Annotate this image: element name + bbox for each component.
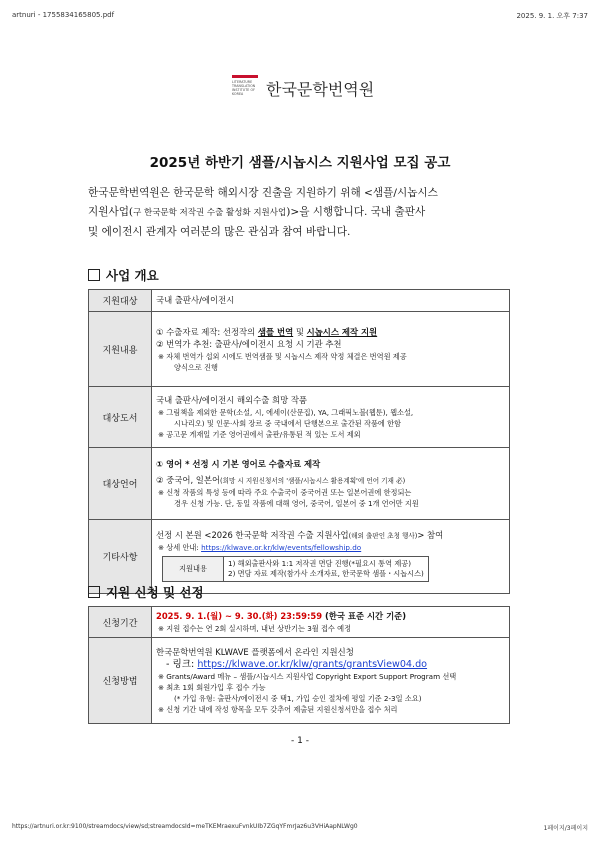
row-key: 신청방법: [89, 638, 152, 724]
table-row: [89, 448, 510, 520]
logo-mark-line: TRANSLATION: [232, 84, 256, 88]
intro-line: 지원사업(구 한국문학 저작권 수출 활성화 지원사업)>을 시행합니다. 국내 출판사: [88, 206, 426, 218]
inner-key: 지원내용: [163, 557, 224, 582]
print-header-left: artnuri - 1755834165805.pdf: [12, 11, 115, 19]
row-value: ① 수출자료 제작: 선정작의 샘플 번역 및 시놉시스 제작 지원 ② 번역가 추천: 출판사/에이전시 요청 시 기관 추천 ※ 자체 번역가 섭외 시에도 번역샘플 및 시놉시스 제작 약정 체결은 번역원 제공 양식으로 진행: [152, 312, 510, 387]
logo-mark-line: INSTITUTE OF: [232, 88, 256, 92]
intro-paragraph: [88, 184, 512, 242]
print-footer-pages: 1페이지/3페이지: [543, 825, 588, 832]
intro-small: 구 한국문학 저작권 수출 활성화 지원사업: [133, 208, 287, 218]
section-heading-application: 지원 신청 및 선정: [88, 583, 204, 601]
row-value: ① 영어 * 선정 시 기본 영어로 수출자료 제작 ② 중국어, 일본어(희망 시 지원신청서의 '샘플/시놉시스 활용계획'에 언어 기재 必) ※ 신청 작품의 특성 등에 따라 주요 수출국이 중국어권 또는 일본어권에 한정되는 경우 신청 가능. 단, 동일 작품에 대해 영어, 중국어, 일본어 중 1개 언어만 지원: [152, 448, 510, 520]
row-key: 기타사항: [89, 520, 152, 594]
institute-logo: [230, 74, 400, 104]
inner-value: 1) 해외출판사와 1:1 저작권 면담 진행(*필요시 통역 제공) 2) 면담 자료 제작(참가사 소개자료, 한국문학 샘플・시놉시스): [224, 557, 429, 582]
overview-table: [88, 289, 510, 594]
page-number: - 1 -: [291, 736, 309, 746]
section-heading-overview: 사업 개요: [88, 266, 159, 284]
document-title: 2025년 하반기 샘플/시놉시스 지원사업 모집 공고: [149, 155, 451, 171]
row-key: 지원내용: [89, 312, 152, 387]
logo-mark-line: LITERATURE: [232, 80, 253, 84]
application-period: 2025. 9. 1.(월) ~ 9. 30.(화) 23:59:59: [156, 611, 323, 622]
intro-line: 및 에이전시 관계자 여러분의 많은 관심과 참여 바랍니다.: [88, 226, 351, 238]
row-key: 대상언어: [89, 448, 152, 520]
row-value: 한국문학번역원 KLWAVE 플랫폼에서 온라인 지원신청 - 링크: https://klwave.or.kr/klw/grants/grantsView04.do ※ Grants/Award 메뉴 – 샘플/시놉시스 지원사업 Copyright Export Support Program 선택 ※ 최초 1회 회원가입 후 접수 가능 (* 가입 유형: 출판사/에이전시 중 택1, 가입 승인 절차에 평일 기준 2-3일 소요) ※ 신청 기간 내에 작성 항목을 모두 갖추어 제출된 지원신청서만을 접수 처리: [152, 638, 510, 724]
row-key: 신청기간: [89, 607, 152, 638]
row-value: 2025. 9. 1.(월) ~ 9. 30.(화) 23:59:59 (한국 표준 시간 기준) ※ 지원 접수는 연 2회 실시하며, 내년 상반기는 3월 접수 예정: [152, 607, 510, 638]
support-detail-table: [162, 556, 429, 582]
print-header-right: 2025. 9. 1. 오후 7:37: [516, 12, 588, 20]
grants-link[interactable]: https://klwave.or.kr/klw/grants/grantsView04.do: [197, 658, 428, 670]
table-row: [89, 387, 510, 448]
row-value: 국내 출판사/에이전시: [152, 290, 510, 312]
table-row: [89, 290, 510, 312]
logo-mark-line: KOREA: [232, 92, 244, 96]
logo-name: 한국문학번역원: [266, 80, 375, 99]
logo-mark-icon: [230, 74, 260, 104]
table-row: [89, 607, 510, 638]
application-table: [88, 606, 510, 724]
print-footer-url: https://artnuri.or.kr:9100/streamdocs/view/sd;streamdocsId=meTKEMraexuFvnkUIb7ZGqYFmrJaz6u3VHiAapNLWg0: [12, 823, 358, 830]
row-value: 선정 시 본원 <2026 한국문학 저작권 수출 지원사업(해외 출판인 초청 행사)> 참여 ※ 상세 안내: https://klwave.or.kr/klw/events/fellowship.do 지원내용 1) 해외출판사와 1:1 저작권 면담 진행(*필요시 통역 제공) 2) 면담 자료 제작(참가사 소개자료, 한국문학 샘플・시놉시스): [152, 520, 510, 594]
table-row: [89, 638, 510, 724]
fellowship-link[interactable]: https://klwave.or.kr/klw/events/fellowship.do: [201, 543, 362, 553]
row-value: 국내 출판사/에이전시 해외수출 희망 작품 ※ 그림책을 제외한 문학(소설, 시, 에세이(산문집), YA, 그래픽노블(웹툰), 웹소설, 시나리오) 및 인문·사회 장르 중 국내에서 단행본으로 출간된 작품에 한함 ※ 공고문 게재일 기준 영어권에서 출판/유통된 적 있는 도서 제외: [152, 387, 510, 448]
intro-line: 한국문학번역원은 한국문학 해외시장 진출을 지원하기 위해 <샘플/시놉시스: [88, 187, 438, 199]
table-row: [89, 312, 510, 387]
checkbox-square-icon: [88, 269, 100, 281]
row-key: 대상도서: [89, 387, 152, 448]
checkbox-square-icon: [88, 586, 100, 598]
table-row: [163, 557, 429, 582]
row-key: 지원대상: [89, 290, 152, 312]
